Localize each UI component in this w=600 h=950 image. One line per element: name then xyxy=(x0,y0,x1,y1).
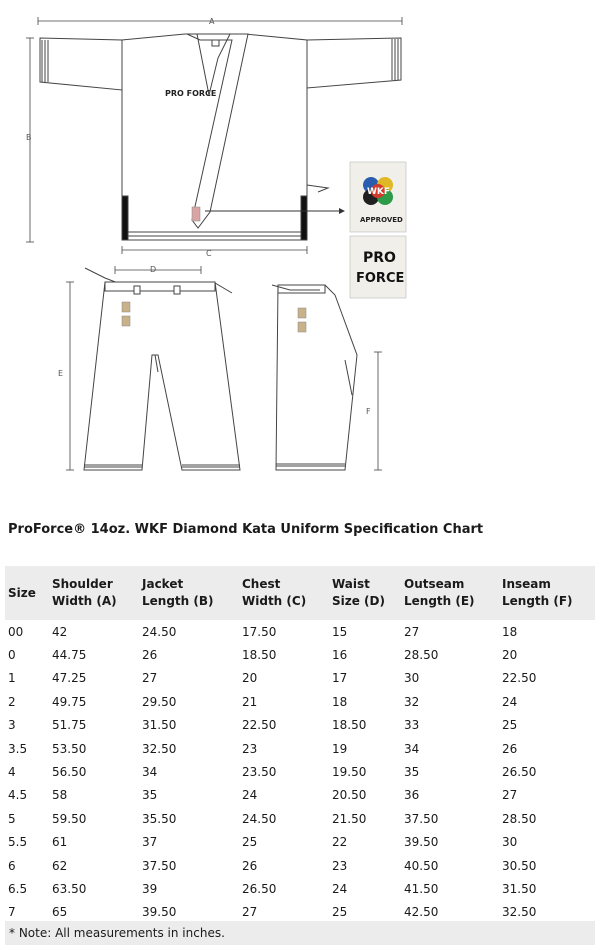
table-row xyxy=(5,714,595,737)
cell-jacket-length: 26 xyxy=(142,648,158,663)
cell-size: 5.5 xyxy=(8,835,28,850)
cell-outseam-length: 27 xyxy=(404,624,420,639)
label-e: E xyxy=(58,369,64,378)
pants-tag-front-2 xyxy=(122,316,130,326)
pants-tag-front-1 xyxy=(122,302,130,312)
cell-chest-width: 20 xyxy=(242,671,258,686)
header-jacket-length: Jacket Length (B) xyxy=(142,577,214,608)
cell-shoulder-width: 44.75 xyxy=(52,648,87,663)
cell-inseam-length: 28.50 xyxy=(502,811,537,826)
spec-table xyxy=(5,566,595,924)
cell-waist-size: 20.50 xyxy=(332,788,367,803)
cell-chest-width: 21 xyxy=(242,694,258,709)
cell-inseam-length: 25 xyxy=(502,718,518,733)
cell-outseam-length: 33 xyxy=(404,718,420,733)
cell-inseam-length: 20 xyxy=(502,648,518,663)
cell-waist-size: 23 xyxy=(332,858,348,873)
jacket-drawing xyxy=(40,34,401,240)
cell-outseam-length: 37.50 xyxy=(404,811,439,826)
cell-shoulder-width: 47.25 xyxy=(52,671,87,686)
cell-shoulder-width: 51.75 xyxy=(52,718,87,733)
cell-inseam-length: 30 xyxy=(502,835,518,850)
chart-title: ProForce® 14oz. WKF Diamond Kata Uniform Specification Chart xyxy=(8,522,484,537)
table-row xyxy=(5,784,595,807)
cell-shoulder-width: 65 xyxy=(52,905,68,920)
cell-shoulder-width: 58 xyxy=(52,788,68,803)
cell-jacket-length: 31.50 xyxy=(142,718,177,733)
cell-jacket-length: 32.50 xyxy=(142,741,177,756)
cell-size: 5 xyxy=(8,811,16,826)
table-row xyxy=(5,831,595,854)
label-f: F xyxy=(366,407,371,416)
cell-inseam-length: 26 xyxy=(502,741,518,756)
cell-waist-size: 19 xyxy=(332,741,348,756)
header-size: Size xyxy=(8,585,36,600)
label-b: B xyxy=(26,133,32,142)
cell-jacket-length: 24.50 xyxy=(142,624,177,639)
cell-outseam-length: 42.50 xyxy=(404,905,439,920)
cell-waist-size: 16 xyxy=(332,648,348,663)
table-row xyxy=(5,737,595,760)
approved-text: APPROVED xyxy=(360,216,403,224)
cell-waist-size: 15 xyxy=(332,624,348,639)
cell-shoulder-width: 61 xyxy=(52,835,68,850)
cell-waist-size: 17 xyxy=(332,671,348,686)
cell-chest-width: 27 xyxy=(242,905,258,920)
cell-chest-width: 22.50 xyxy=(242,718,277,733)
cell-waist-size: 22 xyxy=(332,835,348,850)
proforce-brand-tag xyxy=(350,236,406,298)
table-row xyxy=(5,854,595,877)
cell-outseam-length: 34 xyxy=(404,741,420,756)
cell-shoulder-width: 62 xyxy=(52,858,68,873)
cell-inseam-length: 18 xyxy=(502,624,518,639)
brand-tag-line1: PRO xyxy=(363,250,396,266)
header-shoulder-width: Shoulder Width (A) xyxy=(52,577,117,608)
pants-tag-side-1 xyxy=(298,308,306,318)
jacket-badge xyxy=(192,207,200,221)
table-header-row xyxy=(5,566,595,620)
cell-inseam-length: 26.50 xyxy=(502,765,537,780)
cell-inseam-length: 22.50 xyxy=(502,671,537,686)
cell-jacket-length: 34 xyxy=(142,765,158,780)
cell-size: 1 xyxy=(8,671,16,686)
cell-shoulder-width: 63.50 xyxy=(52,881,87,896)
cell-jacket-length: 35.50 xyxy=(142,811,177,826)
cell-inseam-length: 27 xyxy=(502,788,518,803)
table-row xyxy=(5,877,595,900)
cell-outseam-length: 36 xyxy=(404,788,420,803)
table-row xyxy=(5,807,595,830)
cell-outseam-length: 28.50 xyxy=(404,648,439,663)
cell-chest-width: 25 xyxy=(242,835,258,850)
cell-size: 6.5 xyxy=(8,881,28,896)
cell-waist-size: 21.50 xyxy=(332,811,367,826)
label-a: A xyxy=(209,17,215,26)
jacket-logo: PRO FORCE xyxy=(165,89,217,98)
cell-outseam-length: 30 xyxy=(404,671,420,686)
cell-chest-width: 23.50 xyxy=(242,765,277,780)
cell-size: 2 xyxy=(8,694,16,709)
pants-front-drawing xyxy=(84,268,240,470)
cell-shoulder-width: 53.50 xyxy=(52,741,87,756)
cell-size: 3.5 xyxy=(8,741,28,756)
table-row xyxy=(5,620,595,643)
header-chest-width: Chest Width (C) xyxy=(242,577,307,608)
dimension-a xyxy=(38,17,402,25)
header-inseam-length: Inseam Length (F) xyxy=(502,577,573,608)
brand-tag-line2: FORCE xyxy=(356,271,405,286)
table-row xyxy=(5,643,595,666)
cell-chest-width: 24 xyxy=(242,788,258,803)
cell-inseam-length: 32.50 xyxy=(502,905,537,920)
cell-jacket-length: 29.50 xyxy=(142,694,177,709)
cell-outseam-length: 32 xyxy=(404,694,420,709)
cell-jacket-length: 35 xyxy=(142,788,158,803)
cell-size: 4.5 xyxy=(8,788,28,803)
cell-jacket-length: 39 xyxy=(142,881,158,896)
dimension-f xyxy=(374,352,382,470)
header-waist-size: Waist Size (D) xyxy=(332,577,385,608)
wkf-approved-tag xyxy=(350,162,406,232)
cell-jacket-length: 37 xyxy=(142,835,158,850)
label-c: C xyxy=(206,249,212,258)
cell-size: 7 xyxy=(8,905,16,920)
cell-chest-width: 26 xyxy=(242,858,258,873)
dimension-c xyxy=(122,246,307,254)
cell-size: 3 xyxy=(8,718,16,733)
cell-waist-size: 19.50 xyxy=(332,765,367,780)
wkf-logo-text: WKF xyxy=(367,187,391,197)
cell-chest-width: 17.50 xyxy=(242,624,277,639)
cell-inseam-length: 30.50 xyxy=(502,858,537,873)
cell-outseam-length: 35 xyxy=(404,765,420,780)
table-row xyxy=(5,760,595,783)
cell-shoulder-width: 49.75 xyxy=(52,694,87,709)
cell-outseam-length: 41.50 xyxy=(404,881,439,896)
cell-outseam-length: 39.50 xyxy=(404,835,439,850)
label-d: D xyxy=(150,265,157,274)
cell-jacket-length: 39.50 xyxy=(142,905,177,920)
table-row xyxy=(5,667,595,690)
cell-chest-width: 24.50 xyxy=(242,811,277,826)
cell-shoulder-width: 56.50 xyxy=(52,765,87,780)
cell-waist-size: 24 xyxy=(332,881,348,896)
cell-inseam-length: 24 xyxy=(502,694,518,709)
cell-chest-width: 23 xyxy=(242,741,258,756)
cell-size: 00 xyxy=(8,624,24,639)
measurement-note: * Note: All measurements in inches. xyxy=(5,921,595,945)
cell-size: 4 xyxy=(8,765,16,780)
cell-jacket-length: 37.50 xyxy=(142,858,177,873)
pants-side-drawing xyxy=(272,285,357,470)
cell-outseam-length: 40.50 xyxy=(404,858,439,873)
header-outseam-length: Outseam Length (E) xyxy=(404,577,475,608)
cell-waist-size: 18.50 xyxy=(332,718,367,733)
cell-waist-size: 25 xyxy=(332,905,348,920)
cell-chest-width: 26.50 xyxy=(242,881,277,896)
cell-size: 6 xyxy=(8,858,16,873)
cell-shoulder-width: 42 xyxy=(52,624,68,639)
cell-inseam-length: 31.50 xyxy=(502,881,537,896)
dimension-e xyxy=(66,282,74,470)
cell-size: 0 xyxy=(8,648,16,663)
cell-chest-width: 18.50 xyxy=(242,648,277,663)
dimension-d xyxy=(115,266,201,274)
table-row xyxy=(5,690,595,713)
cell-waist-size: 18 xyxy=(332,694,348,709)
cell-shoulder-width: 59.50 xyxy=(52,811,87,826)
pants-tag-side-2 xyxy=(298,322,306,332)
cell-jacket-length: 27 xyxy=(142,671,158,686)
